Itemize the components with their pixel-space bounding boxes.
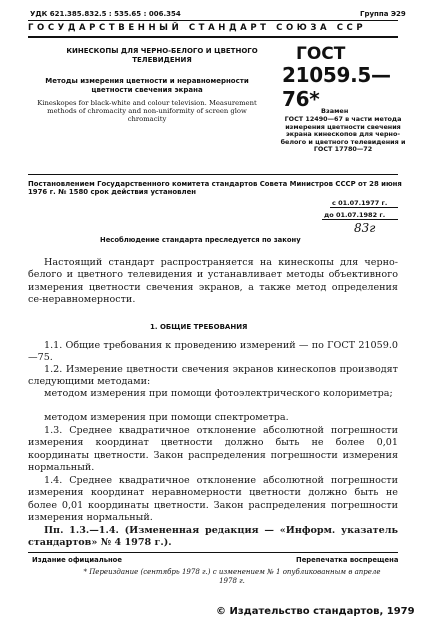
copyright: © Издательство стандартов, 1979 <box>216 606 415 617</box>
footer-rule <box>28 552 398 553</box>
date-to: до 01.07.1982 г. <box>324 211 386 219</box>
method-item-1: методом измерения при помощи фотоэлектрического колориметра; <box>44 388 393 399</box>
methods-title-ru: Методы измерения цветности и неравномерности цветности свечения экрана <box>45 77 249 94</box>
group-code: Группа Э29 <box>360 10 406 18</box>
decree-text: Постановлением Государственного комитета стандартов Совета Министров СССР от 28 июня 1976 г. № 1580 срок действия установлен <box>28 180 402 197</box>
date-from-underline <box>330 207 398 208</box>
noncompliance-notice: Несоблюдение стандарта преследуется по закону <box>100 236 301 244</box>
title-en: Kineskopes for black-white and colour television. Measurement methods of chromacity and non-uniformity of screen glow chromacity <box>37 99 257 124</box>
date-to-underline <box>322 219 398 220</box>
method-item-2: методом измерения при помощи спектрометра. <box>44 412 289 423</box>
gost-label: ГОСТ <box>296 44 346 64</box>
section-heading: 1. ОБЩИЕ ТРЕБОВАНИЯ <box>150 323 248 331</box>
reissue-note: * Переиздание (сентябрь 1978 г.) с изменением № 1 опубликованным в апреле 1978 г. <box>83 568 381 585</box>
standard-banner: ГОСУДАРСТВЕННЫЙ СТАНДАРТ СОЮЗА ССР <box>28 23 367 33</box>
handwritten-note: 83г <box>354 221 376 235</box>
gost-number: 21059.5—76* <box>282 63 391 111</box>
udk-code: УДК 621.385.832.5 : 535.65 : 006.354 <box>30 10 181 18</box>
top-rule <box>28 20 398 21</box>
paragraph-1-3: 1.3. Среднее квадратичное отклонение абсолютной погрешности измерения координат цветности должно быть не более 0,01 координаты цветности. Закон распределения погрешности измерения нормальный. <box>28 425 398 474</box>
decree-rule <box>28 174 398 175</box>
replace-label: Взамен <box>321 107 349 115</box>
official-edition: Издание официальное <box>32 556 122 564</box>
paragraph-1-2: 1.2. Измерение цветности свечения экранов кинескопов производят следующими методами: <box>28 364 398 388</box>
paragraph-1-1: 1.1. Общие требования к проведению измерений — по ГОСТ 21059.0—75. <box>28 340 398 364</box>
reprint-notice: Перепечатка воспрещена <box>296 556 399 564</box>
title-ru: КИНЕСКОПЫ ДЛЯ ЧЕРНО-БЕЛОГО И ЦВЕТНОГО ТЕЛЕВИДЕНИЯ <box>66 47 258 64</box>
intro-paragraph: Настоящий стандарт распространяется на кинескопы для черно-белого и цветного телевидения и устанавливает методы объективного измерения цветности свечения экранов, а также метод определения се-неравномерности. <box>28 257 398 306</box>
replace-text: ГОСТ 12490—67 в части метода измерения цветности свечения экрана кинескопов для черно-белого и цветного телевидения и ГОСТ 17780—72 <box>280 115 406 154</box>
banner-rule <box>28 36 398 38</box>
amendment-note: Пп. 1.3.—1.4. (Измененная редакция — «Информ. указатель стандартов» № 4 1978 г.). <box>28 525 398 549</box>
date-from: с 01.07.1977 г. <box>332 199 388 207</box>
paragraph-1-4: 1.4. Среднее квадратичное отклонение абсолютной погрешности измерения координат неравномерности цветности должно быть не более 0,01 координаты цветности. Закон распределения погрешности измерения нормальный. <box>28 475 398 524</box>
